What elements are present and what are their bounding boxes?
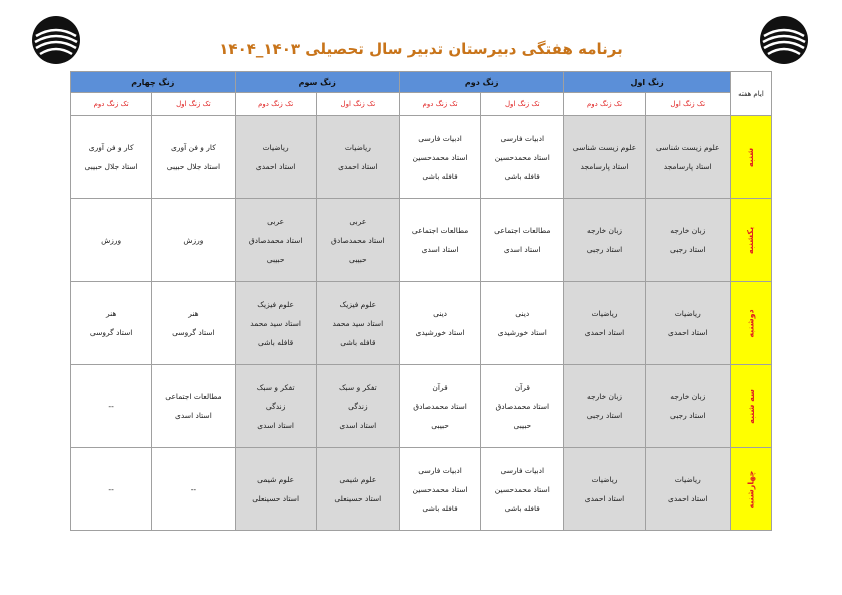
teacher-line: استاد احمدی (667, 328, 708, 337)
teacher-line: استاد محمدصادق (248, 235, 303, 245)
teacher-line: استاد اسدی (339, 420, 377, 430)
schedule-cell (71, 116, 152, 199)
teacher-line: استاد احمدی (255, 162, 296, 171)
teacher-line: استاد پارسامجد (663, 162, 712, 171)
subject-name: ریاضیات (344, 143, 371, 152)
subject-name: مطالعات اجتماعی (494, 226, 551, 235)
teacher-line: استاد پارسامجد (580, 162, 629, 171)
sub-header-second: تک زنگ دوم (71, 93, 152, 116)
subject-name: ریاضیات (591, 475, 618, 484)
day-label: چهارشنبه (746, 470, 756, 508)
schedule-cell (316, 199, 399, 282)
schedule-cell (152, 116, 235, 199)
subject-name: ورزش (183, 235, 204, 245)
subject-name: هنر (105, 309, 117, 318)
subject-name: زبان خارجه (670, 392, 706, 401)
day-label-cell (730, 282, 771, 365)
schedule-cell (235, 116, 316, 199)
table-row (71, 199, 772, 282)
sub-header-second: تک زنگ دوم (235, 93, 316, 116)
schedule-cell (399, 199, 480, 282)
subject-name: قرآن (432, 382, 448, 392)
teacher-line: استاد خورشیدی (415, 328, 465, 337)
schedule-cell (481, 365, 564, 448)
schedule-cell (645, 199, 730, 282)
bell-header-4: زنگ چهارم (71, 72, 236, 93)
subject-name: کار و فن آوری (88, 143, 134, 152)
subject-name: قرآن (514, 382, 530, 392)
teacher-line: استاد اسدی (257, 420, 295, 430)
subject-name: ادبیات فارسی (418, 133, 462, 143)
sub-header-first: تک زنگ اول (316, 93, 399, 116)
sub-header-second: تک زنگ دوم (564, 93, 645, 116)
teacher-line: استاد احمدی (584, 494, 625, 503)
table-row (71, 448, 772, 531)
table-row (71, 365, 772, 448)
schedule-cell (316, 448, 399, 531)
teacher-line: استاد سید محمد (250, 318, 301, 328)
schedule-cell (71, 365, 152, 448)
subject-name: ادبیات فارسی (500, 465, 545, 475)
teacher-line: استاد سید محمد (332, 318, 384, 328)
weekly-schedule-table (70, 71, 772, 531)
schedule-cell (564, 448, 645, 531)
day-label-cell (730, 199, 771, 282)
sub-header-second: تک زنگ دوم (399, 93, 480, 116)
schedule-cell (564, 365, 645, 448)
schedule-cell (481, 199, 564, 282)
day-label-cell (730, 448, 771, 531)
schedule-cell (152, 365, 235, 448)
subject-name: زبان خارجه (586, 392, 623, 401)
subject-name: دینی (433, 309, 448, 318)
teacher-line: استاد احمدی (584, 328, 625, 337)
schedule-cell (399, 282, 480, 365)
teacher-line: استاد محمدصادق (331, 235, 385, 245)
teacher-line: استاد گروسی (172, 328, 215, 337)
teacher-line: استاد احمدی (338, 162, 378, 171)
table-row (71, 282, 772, 365)
teacher-line: استاد اسدی (421, 245, 459, 254)
subject-name: علوم زیست شناسی (656, 143, 720, 152)
subject-name: ریاضیات (674, 309, 701, 318)
subject-name: علوم زیست شناسی (572, 143, 637, 152)
sub-header-first: تک زنگ اول (152, 93, 235, 116)
teacher-line: استاد محمدحسین (412, 152, 468, 162)
teacher-line: استاد محمدحسین (494, 152, 550, 162)
schedule-cell (481, 448, 564, 531)
bell-header-1: زنگ اول (564, 72, 730, 93)
subject-name: -- (108, 401, 114, 411)
teacher-line: قافله باشی (504, 503, 540, 513)
subject-name: علوم شیمی (257, 475, 295, 484)
day-label-cell (730, 365, 771, 448)
teacher-line: حبیبی (266, 254, 285, 264)
subject-name: ادبیات فارسی (418, 465, 462, 475)
teacher-line: استاد جلال حبیبی (166, 162, 221, 171)
teacher-line: استاد رجبی (670, 245, 706, 254)
schedule-cell (645, 282, 730, 365)
schedule-cell (564, 199, 645, 282)
bell-header-3: زنگ سوم (235, 72, 399, 93)
table-row (71, 116, 772, 199)
sub-header-first: تک زنگ اول (645, 93, 730, 116)
schedule-cell (564, 282, 645, 365)
schedule-cell (152, 199, 235, 282)
schedule-cell (316, 116, 399, 199)
subject-name: علوم شیمی (339, 475, 377, 484)
subject-name: هنر (188, 309, 199, 318)
teacher-line: قافله باشی (422, 171, 458, 181)
subject-name: کار و فن آوری (171, 143, 216, 152)
subject-name: عربی (267, 216, 285, 226)
subject-name: مطالعات اجتماعی (411, 226, 469, 235)
teacher-line: استاد اسدی (174, 411, 212, 420)
schedule-cell (316, 282, 399, 365)
teacher-line: قافله باشی (340, 337, 376, 347)
sub-header-first: تک زنگ اول (481, 93, 564, 116)
teacher-line: قافله باشی (422, 503, 458, 513)
day-label-cell (730, 116, 771, 199)
subject-name: تفکر و سبک (338, 382, 377, 392)
teacher-line: استاد اسدی (503, 245, 541, 254)
schedule-cell (645, 448, 730, 531)
page-title: برنامه هفتگی دبیرستان تدبیر سال تحصیلی ۱۴۰۳_۱۴۰۴ (219, 40, 623, 58)
subject-name: علوم فیزیک (257, 299, 294, 309)
teacher-line: استاد محمدحسین (494, 484, 550, 494)
teacher-line: استاد محمدصادق (413, 401, 467, 411)
schedule-cell (481, 282, 564, 365)
days-header: ایام هفته (730, 72, 771, 116)
subject-name: زبان خارجه (586, 226, 623, 235)
teacher-line: حبیبی (431, 420, 449, 430)
teacher-line: حبیبی (349, 254, 367, 264)
day-label: دوشنبه (746, 308, 756, 338)
subject-name: -- (190, 484, 197, 494)
teacher-line: استاد رجبی (586, 245, 623, 254)
schedule-cell (645, 365, 730, 448)
schedule-cell (564, 116, 645, 199)
schedule-body (71, 116, 772, 531)
subject-name: ادبیات فارسی (500, 133, 545, 143)
subject-name: ریاضیات (262, 143, 289, 152)
schedule-cell (235, 199, 316, 282)
bell-header-2: زنگ دوم (399, 72, 563, 93)
teacher-line: قافله باشی (504, 171, 540, 181)
schedule-cell (71, 448, 152, 531)
day-label: یکشنبه (746, 226, 756, 254)
teacher-line: استاد خورشیدی (497, 328, 547, 337)
subject-name: -- (108, 484, 114, 494)
subject-name: ریاضیات (591, 309, 618, 318)
teacher-line: استاد رجبی (586, 411, 623, 420)
teacher-line: حبیبی (513, 420, 532, 430)
day-label: شنبه (746, 147, 756, 167)
teacher-line: استاد حسینعلی (252, 494, 300, 503)
subject-name: مطالعات اجتماعی (165, 392, 222, 401)
teacher-line: استاد محمدصادق (495, 401, 550, 411)
schedule-cell (152, 282, 235, 365)
schedule-cell (235, 448, 316, 531)
subject-name: عربی (349, 216, 367, 226)
schedule-cell (316, 365, 399, 448)
subject-name: ریاضیات (674, 475, 701, 484)
schedule-cell (481, 116, 564, 199)
schedule-cell (399, 365, 480, 448)
schedule-cell (645, 116, 730, 199)
teacher-line: استاد رجبی (670, 411, 706, 420)
teacher-line: استاد گروسی (89, 328, 133, 337)
schedule-cell (71, 199, 152, 282)
subject-name: زبان خارجه (670, 226, 706, 235)
subject-name: علوم فیزیک (339, 299, 377, 309)
subject-name: ورزش (101, 235, 122, 245)
teacher-line: استاد جلال حبیبی (84, 162, 138, 171)
subject-name: دینی (515, 309, 530, 318)
schedule-cell (235, 365, 316, 448)
teacher-line: زندگی (348, 401, 368, 411)
teacher-line: استاد احمدی (667, 494, 708, 503)
day-label: سه شنبه (746, 388, 756, 424)
teacher-line: قافله باشی (257, 337, 294, 347)
schedule-cell (399, 448, 480, 531)
teacher-line: استاد محمدحسین (412, 484, 468, 494)
schedule-cell (152, 448, 235, 531)
subject-name: تفکر و سبک (256, 382, 295, 392)
schedule-cell (399, 116, 480, 199)
schedule-cell (71, 282, 152, 365)
teacher-line: استاد حسینعلی (334, 494, 382, 503)
schedule-cell (235, 282, 316, 365)
teacher-line: زندگی (265, 401, 286, 411)
